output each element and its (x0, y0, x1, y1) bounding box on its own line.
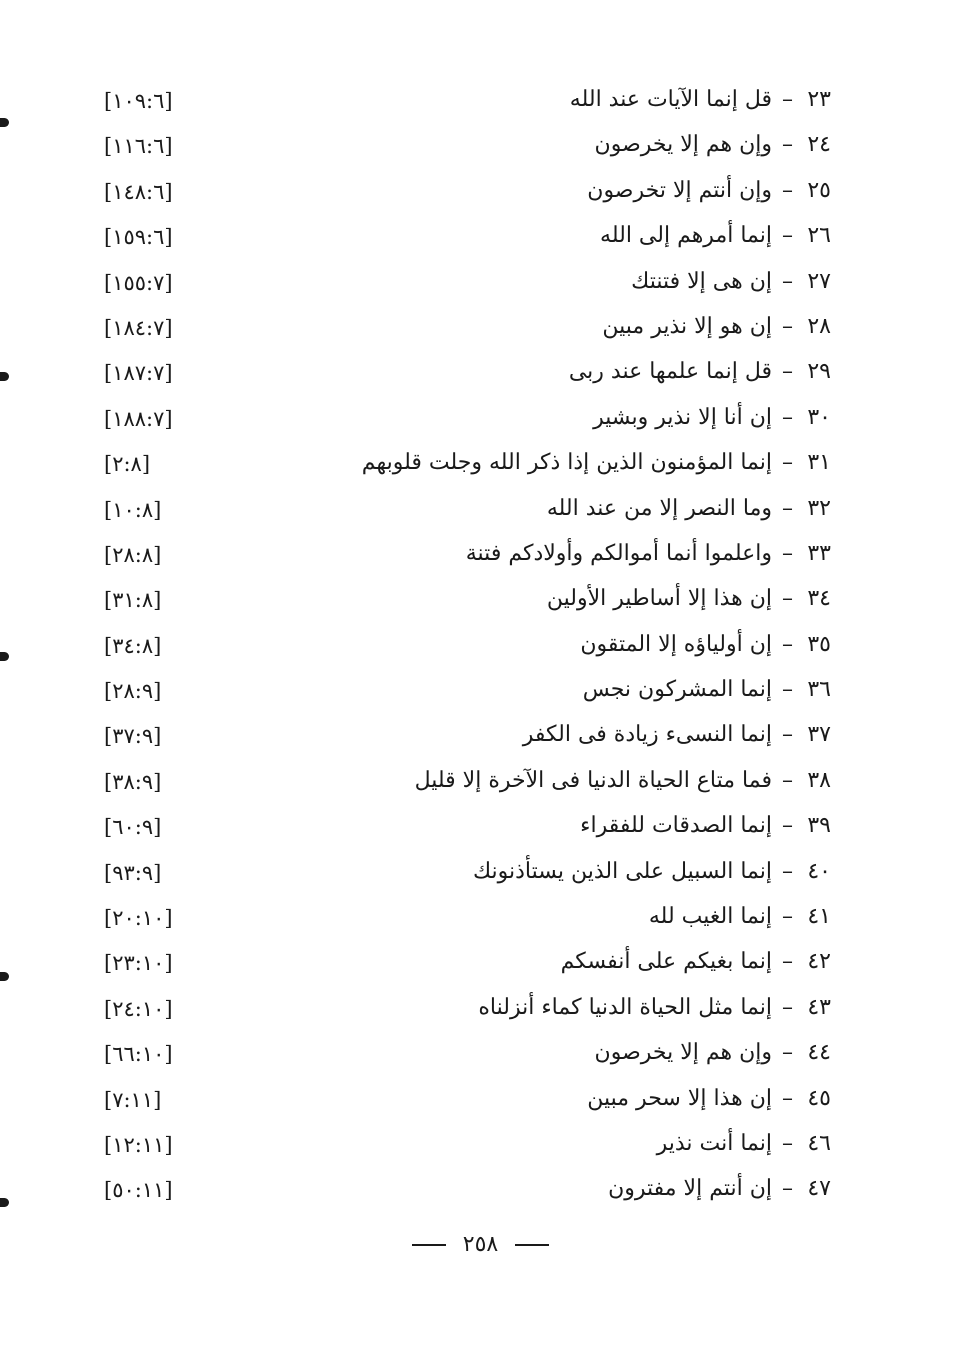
list-item (0, 169, 961, 214)
list-item (0, 804, 961, 849)
entry-phrase: إن أنا إلا نذير وبشير (593, 404, 772, 430)
list-item (0, 577, 961, 622)
list-item (0, 487, 961, 532)
page-number: ٢٥٨ (462, 1232, 499, 1257)
entry-phrase: إنما المؤمنون الذين إذا ذكر الله وجلت قلوبهم (361, 450, 772, 476)
entry-number: ٤٦ (807, 1130, 831, 1156)
verse-reference: [١٨٨:٧] (104, 406, 173, 431)
entry-dash: – (782, 722, 793, 748)
entry-text-line (362, 445, 831, 481)
entry-text-line (608, 1171, 831, 1207)
list-item (0, 668, 961, 713)
list-item (0, 1031, 961, 1076)
entry-text-line (583, 672, 831, 708)
entry-phrase: إنما المشركون نجس (582, 677, 772, 703)
entry-number: ٤١ (807, 904, 831, 930)
entry-text-line (466, 536, 831, 572)
entry-text-line (657, 1126, 831, 1162)
list-item (0, 850, 961, 895)
entry-dash: – (782, 631, 793, 657)
verse-reference: [١٤٨:٦] (104, 179, 173, 204)
entry-number: ٣١ (807, 450, 831, 476)
entry-phrase: إنما أمرهم إلى الله (600, 223, 772, 249)
verse-reference: [٥٠:١١] (104, 1178, 173, 1203)
list-item (0, 1167, 961, 1212)
entry-number: ٣٤ (807, 586, 831, 612)
list-item (0, 532, 961, 577)
entry-phrase: وإن هم إلا يخرصون (594, 132, 772, 158)
entry-text-line (587, 1081, 831, 1117)
entry-dash: – (782, 1085, 793, 1111)
entry-number: ٣٧ (807, 722, 831, 748)
entry-number: ٤٤ (807, 1040, 831, 1066)
entry-number: ٤٧ (807, 1176, 831, 1202)
entry-phrase: وما النصر إلا من عند الله (546, 495, 772, 521)
list-item (0, 260, 961, 305)
entry-phrase: إنما مثل الحياة الدنيا كماء أنزلناه (478, 994, 772, 1020)
entry-phrase: واعلموا أنما أموالكم وأولادكم فتنة (465, 540, 772, 566)
entry-phrase: إن هو إلا نذير مبين (602, 313, 772, 339)
verse-reference: [٣٨:٩] (104, 769, 162, 794)
verse-reference: [٢:٨] (104, 452, 151, 477)
list-item (0, 441, 961, 486)
verse-reference: [١٠٩:٦] (104, 89, 173, 113)
margin-mark (0, 1198, 9, 1207)
list-item (0, 895, 961, 940)
entry-dash: – (782, 1130, 793, 1156)
entry-phrase: وإن هم إلا يخرصون (594, 1040, 772, 1066)
list-item (0, 78, 961, 123)
entry-dash: – (782, 586, 793, 612)
entry-phrase: إن هذا إلا أساطير الأولين (546, 586, 772, 612)
entry-phrase: قل إنما الآيات عند الله (569, 87, 772, 112)
entry-text-line (595, 127, 831, 163)
page-footer (0, 1232, 961, 1257)
verse-reference: [١٨٧:٧] (104, 361, 173, 386)
entry-dash: – (782, 949, 793, 975)
entry-text-line (547, 581, 831, 617)
verse-reference: [٢٨:٩] (104, 679, 162, 704)
footer-rule-right (515, 1244, 549, 1246)
entry-number: ٣٨ (807, 767, 831, 793)
list-item (0, 1077, 961, 1122)
entry-phrase: إنما بغيكم على أنفسكم (560, 949, 772, 975)
entry-phrase: إنما النسىء زيادة فى الكفر (522, 722, 772, 748)
entry-dash: – (782, 767, 793, 793)
verse-reference: [٣٧:٩] (104, 724, 162, 749)
entry-text-line (587, 173, 831, 209)
entry-dash: – (782, 858, 793, 884)
verse-reference: [٦٠:٩] (104, 815, 162, 840)
entry-number: ٣٦ (807, 677, 831, 703)
list-item (0, 396, 961, 441)
list-item (0, 713, 961, 758)
verse-reference: [٧:١١] (104, 1087, 162, 1112)
verse-reference: [٢٤:١٠] (104, 996, 173, 1021)
entry-text-line (602, 309, 831, 345)
entry-number: ٢٥ (807, 177, 831, 203)
verse-reference: [٢٨:٨] (104, 542, 162, 567)
entry-dash: – (782, 450, 793, 476)
entry-text-line (595, 1035, 831, 1071)
entry-number: ٣٣ (807, 540, 831, 566)
entry-text-line (561, 944, 831, 980)
entry-number: ٢٣ (807, 87, 831, 112)
verse-reference: [١١٦:٦] (104, 134, 173, 159)
entry-text-line (570, 82, 831, 118)
entry-dash: – (782, 359, 793, 385)
margin-mark (0, 972, 9, 981)
entry-text-line (631, 264, 831, 300)
entry-dash: – (782, 540, 793, 566)
verse-reference: [١٨٤:٧] (104, 315, 173, 340)
entry-number: ٢٦ (807, 223, 831, 249)
margin-mark (0, 118, 9, 127)
entry-phrase: فما متاع الحياة الدنيا فى الآخرة إلا قليل (414, 767, 772, 793)
entry-dash: – (782, 268, 793, 294)
entry-dash: – (782, 313, 793, 339)
entry-number: ٢٤ (807, 132, 831, 158)
entry-phrase: إنما الصدقات للفقراء (580, 813, 772, 839)
margin-mark (0, 652, 9, 661)
entry-text-line (580, 808, 831, 844)
entry-text-line (478, 990, 831, 1026)
footer-rule-left (412, 1244, 446, 1246)
verse-reference: [١٥٥:٧] (104, 270, 173, 295)
list-item (0, 123, 961, 168)
entry-dash: – (782, 677, 793, 703)
entry-text-line (649, 899, 831, 935)
entry-dash: – (782, 87, 793, 112)
list-item (0, 350, 961, 395)
entry-dash: – (782, 813, 793, 839)
verse-reference: [٢٣:١٠] (104, 951, 173, 976)
entry-phrase: إن أنتم إلا مفترون (608, 1176, 772, 1202)
verse-reference: [٣٤:٨] (104, 633, 162, 658)
entry-number: ٤٠ (807, 858, 831, 884)
entry-phrase: إن هى إلا فتنتك (631, 268, 772, 294)
list-item (0, 986, 961, 1031)
verse-reference: [١٢:١١] (104, 1132, 173, 1157)
entry-number: ٣٩ (807, 813, 831, 839)
entry-dash: – (782, 1176, 793, 1202)
verse-reference: [٢٠:١٠] (104, 906, 173, 931)
entry-text-line (569, 354, 831, 390)
entry-phrase: قل إنما علمها عند ربى (568, 359, 772, 385)
entry-number: ٤٥ (807, 1085, 831, 1111)
entry-number: ٢٨ (807, 313, 831, 339)
entry-number: ٢٩ (807, 359, 831, 385)
entry-dash: – (782, 404, 793, 430)
entry-number: ٤٣ (807, 994, 831, 1020)
entry-number: ٣٠ (807, 404, 831, 430)
entry-dash: – (782, 1040, 793, 1066)
entry-number: ٣٢ (807, 495, 831, 521)
list-item (0, 940, 961, 985)
list-item (0, 1122, 961, 1167)
entry-dash: – (782, 904, 793, 930)
verse-reference: [٣١:٨] (104, 588, 162, 613)
entry-phrase: إنما السبيل على الذين يستأذنونك (472, 858, 772, 884)
verse-reference: [٩٣:٩] (104, 860, 162, 885)
entry-text-line (547, 491, 831, 527)
entry-text-line (473, 854, 831, 890)
entry-number: ٣٥ (807, 631, 831, 657)
entry-dash: – (782, 177, 793, 203)
entry-phrase: إنما أنت نذير (656, 1130, 772, 1156)
list-item (0, 623, 961, 668)
list-item (0, 759, 961, 804)
entry-dash: – (782, 223, 793, 249)
entry-phrase: إنما الغيب لله (648, 904, 772, 930)
verse-reference: [١٥٩:٦] (104, 225, 173, 250)
list-item (0, 214, 961, 259)
verse-reference: [٦٦:١٠] (104, 1042, 173, 1067)
entry-phrase: إن أولياؤه إلا المتقون (580, 631, 772, 657)
entry-phrase: وإن أنتم إلا تخرصون (587, 177, 772, 203)
verse-reference: [١٠:٨] (104, 497, 162, 522)
entry-phrase: إن هذا إلا سحر مبين (587, 1085, 772, 1111)
entry-dash: – (782, 495, 793, 521)
entry-text-line (523, 717, 831, 753)
margin-mark (0, 372, 9, 381)
entry-dash: – (782, 994, 793, 1020)
entry-text-line (593, 400, 831, 436)
entry-list (0, 78, 961, 1213)
list-item (0, 305, 961, 350)
entry-text-line (580, 627, 831, 663)
entry-text-line (415, 763, 831, 799)
entry-text-line (600, 218, 831, 254)
entry-number: ٢٧ (807, 268, 831, 294)
entry-dash: – (782, 132, 793, 158)
entry-number: ٤٢ (807, 949, 831, 975)
